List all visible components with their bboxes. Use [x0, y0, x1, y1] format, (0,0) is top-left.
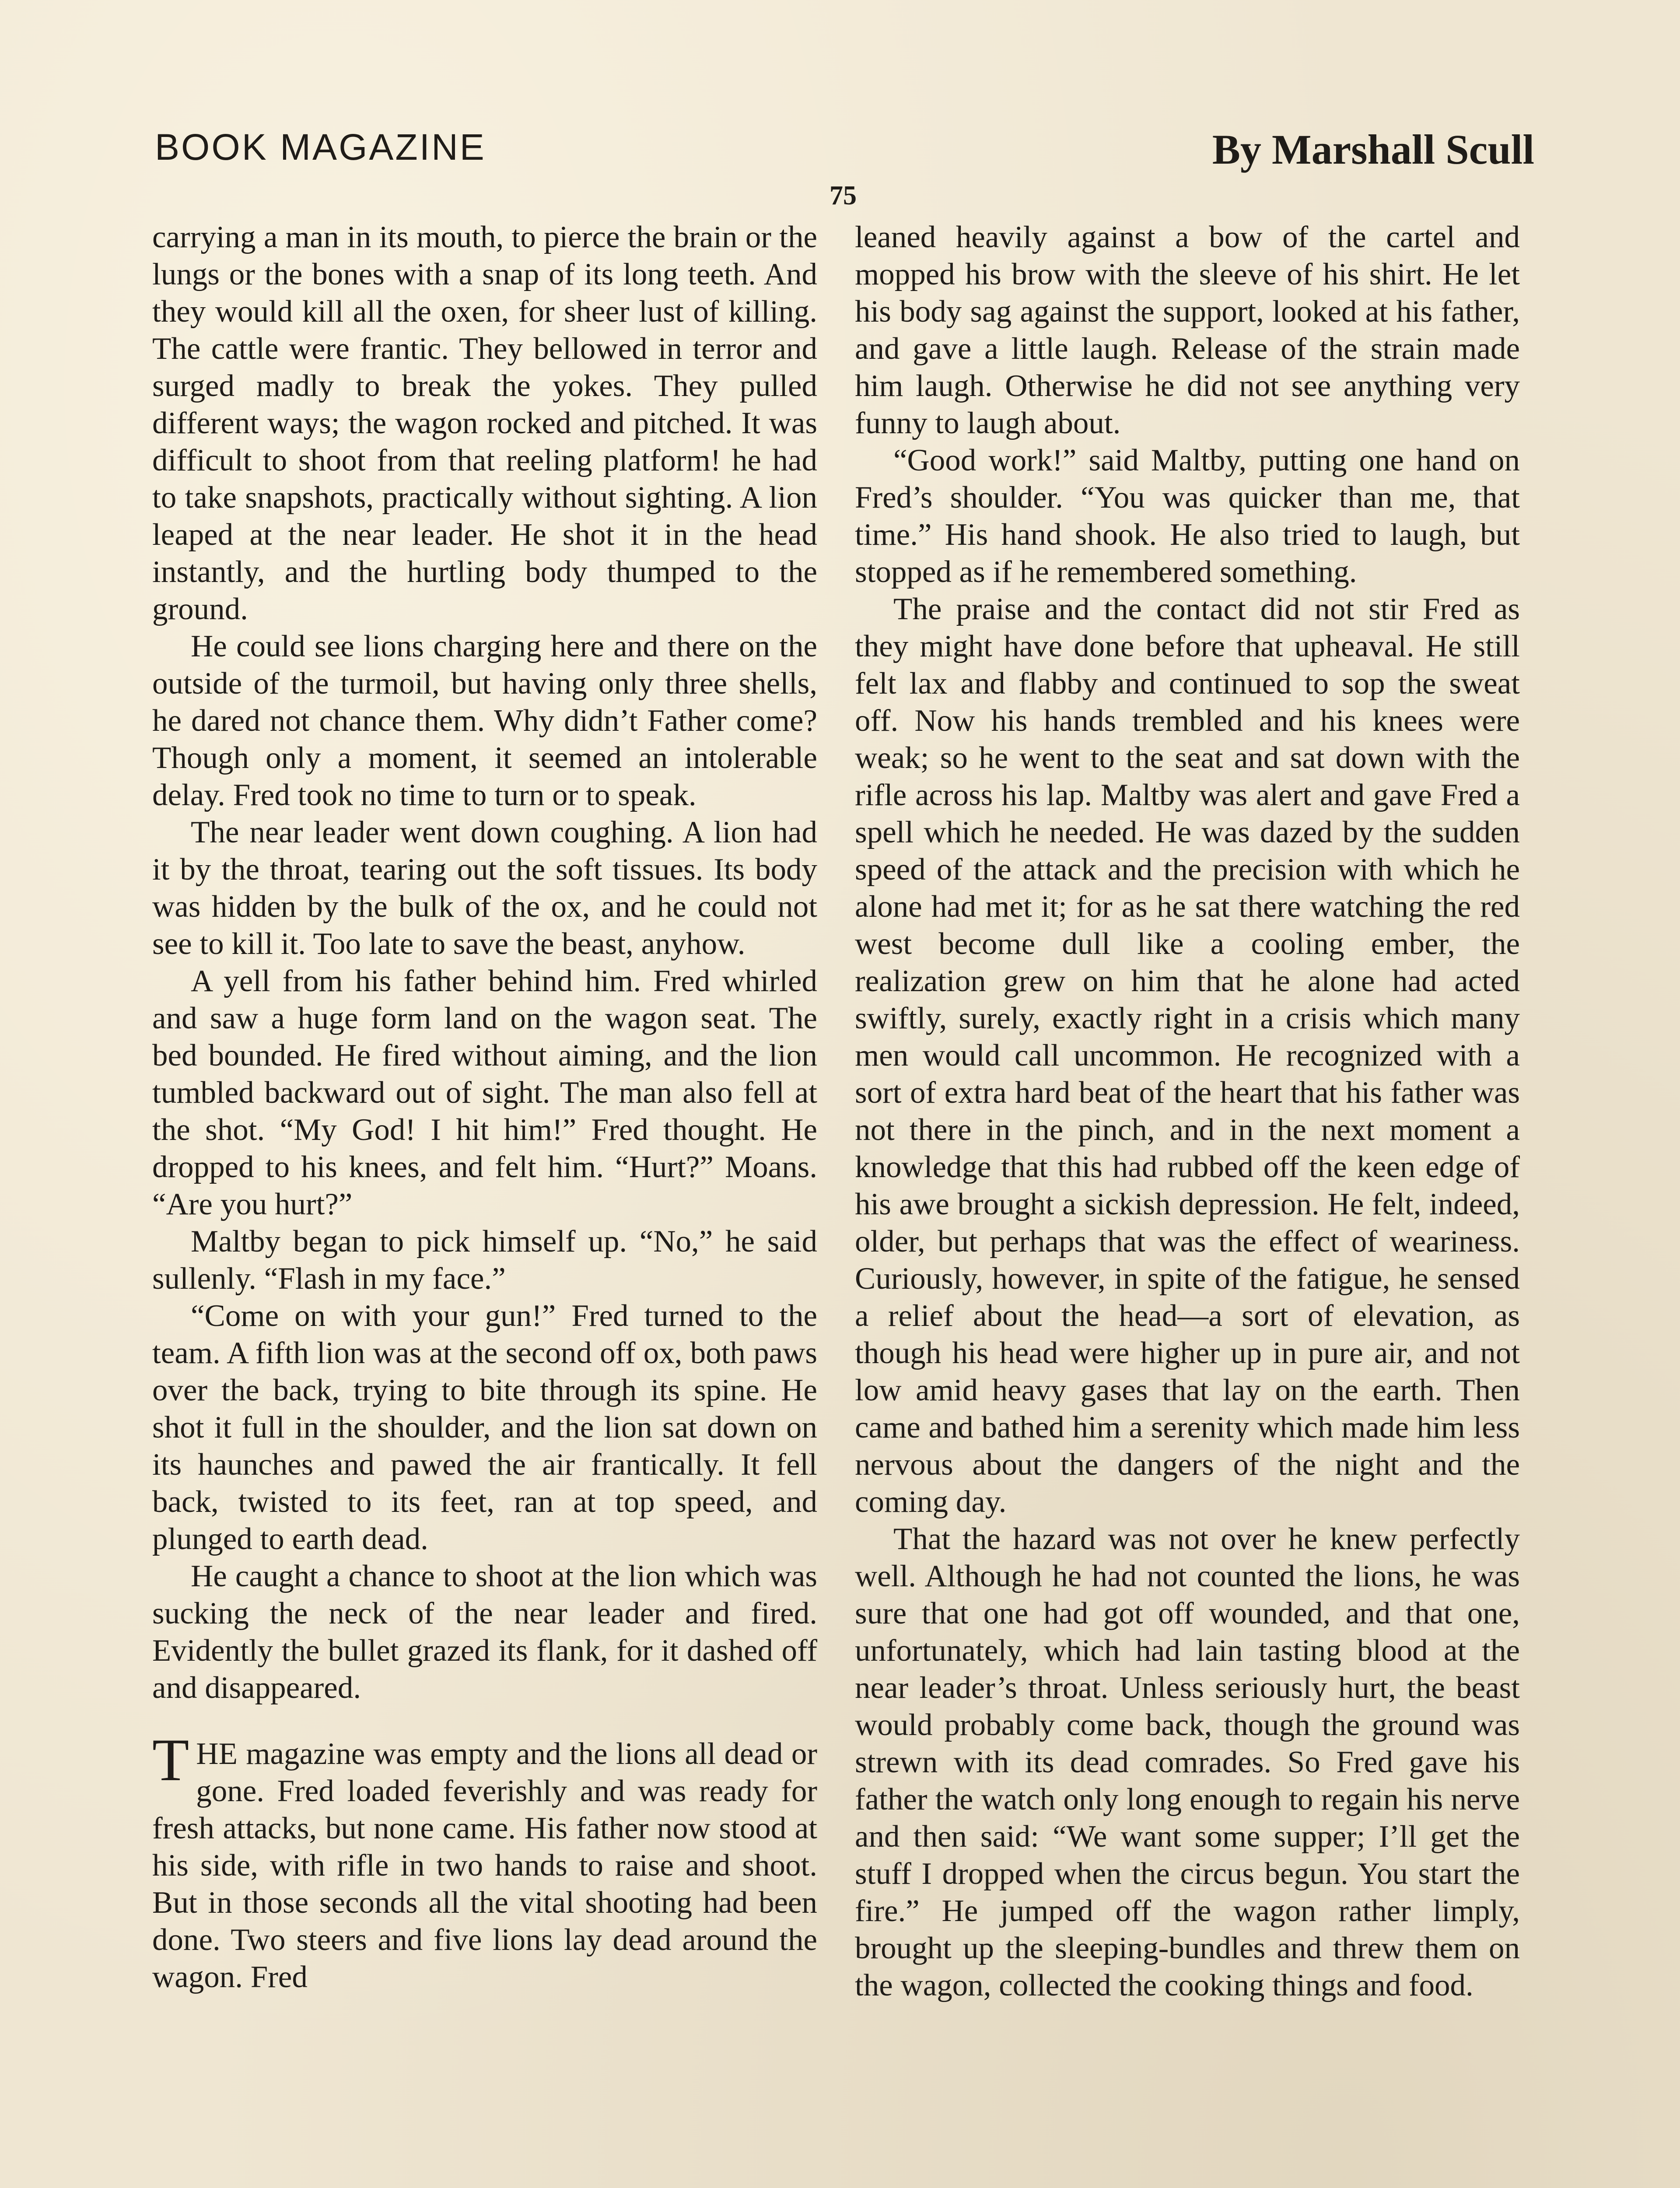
drop-cap: T — [152, 1726, 189, 1793]
paragraph: The praise and the contact did not stir Fred as they might have done before that upheaval. He still felt lax and flabby and continued to sop the sweat off. Now his hands trembled and his knees were weak; so he went to the seat and sat down with the rifle across his lap. Maltby was alert and gave Fred a spell which he needed. He was dazed by the sudden speed of the attack and the precision with which he alone had met it; for as he sat there watching the red west become dull like a cooling ember, the realization grew on him that he alone had acted swiftly, surely, exactly right in a crisis which many men would call uncommon. He recognized with a sort of extra hard beat of the heart that his father was not there in the pinch, and in the next moment a knowledge that this had rubbed off the keen edge of his awe brought a sickish depression. He felt, indeed, older, but perhaps that was the effect of weariness. Curiously, however, in spite of the fatigue, he sensed a relief about the head—a sort of elevation, as though his head were higher up in pure air, and not low amid heavy gases that lay on the earth. Then came and bathed him a serenity which made him less nervous about the dangers of the night and the coming day. — [855, 592, 1520, 1519]
paragraph: “Good work!” said Maltby, putting one hand on Fred’s shoulder. “You was quicker than me, that time.” His hand shook. He also tried to laugh, but stopped as if he remembered something. — [855, 443, 1520, 589]
paragraph: That the hazard was not over he knew perfectly well. Although he had not counted the lions, he was sure that one had got off wounded, and that one, unfortunately, which had lain tasting blood at the near leader’s throat. Unless seriously hurt, the beast would probably come back, though the ground was strewn with its dead comrades. So Fred gave his father the watch only long enough to regain his nerve and then said: “We want some supper; I’ll get the stuff I dropped when the circus begun. You start the fire.” He jumped off the wagon rather limply, brought up the sleeping-bundles and threw them on the wagon, collected the cooking things and food. — [855, 1522, 1520, 2002]
page-number: 75 — [830, 181, 857, 210]
left-column — [152, 219, 817, 1996]
paragraph: A yell from his father behind him. Fred whirled and saw a huge form land on the wagon seat. The bed bounded. He fired without aiming, and the lion tumbled backward out of sight. The man also fell at the shot. “My God! I hit him!” Fred thought. He dropped to his knees, and felt him. “Hurt?” Moans. “Are you hurt?” — [152, 964, 817, 1221]
section-opening-paragraph — [152, 1726, 817, 1996]
running-header-author: By Marshall Scull — [1212, 126, 1534, 173]
paragraph: He caught a chance to shoot at the lion which was sucking the neck of the near leader and fired. Evidently the bullet grazed its flank, for it dashed off and disappeared. — [152, 1559, 817, 1705]
paragraph: leaned heavily against a bow of the cartel and mopped his brow with the sleeve of his shirt. He let his body sag against the support, looked at his father, and gave a little laugh. Release of the strain made him laugh. Otherwise he did not see anything very funny to laugh about. — [855, 220, 1520, 440]
section-opening-text: HE magazine was empty and the lions all dead or gone. Fred loaded feverishly and was ready for fresh attacks, but none came. His father now stood at his side, with rifle in two hands to raise and shoot. But in those seconds all the vital shooting had been done. Two steers and five lions lay dead around the wagon. Fred — [152, 1737, 817, 1994]
paragraph: “Come on with your gun!” Fred turned to the team. A fifth lion was at the second off ox, both paws over the back, trying to bite through its spine. He shot it full in the shoulder, and the lion sat down on its haunches and pawed the air frantically. It fell back, twisted to its feet, ran at top speed, and plunged to earth dead. — [152, 1299, 817, 1556]
paragraph: He could see lions charging here and there on the outside of the turmoil, but having only three shells, he dared not chance them. Why didn’t Father come? Though only a moment, it seemed an intolerable delay. Fred took no time to turn or to speak. — [152, 629, 817, 812]
paragraph: carrying a man in its mouth, to pierce the brain or the lungs or the bones with a snap of its long teeth. And they would kill all the oxen, for sheer lust of killing. The cattle were frantic. They bellowed in terror and surged madly to break the yokes. They pulled different ways; the wagon rocked and pitched. It was difficult to shoot from that reeling platform! he had to take snapshots, practically without sighting. A lion leaped at the near leader. He shot it in the head instantly, and the hurtling body thumped to the ground. — [152, 220, 817, 626]
paragraph: The near leader went down coughing. A lion had it by the throat, tearing out the soft tissues. Its body was hidden by the bulk of the ox, and he could not see to kill it. Too late to save the beast, anyhow. — [152, 815, 817, 961]
running-header-magazine-title: BOOK MAGAZINE — [155, 126, 486, 168]
right-column — [855, 219, 1520, 2004]
paragraph: Maltby began to pick himself up. “No,” he said sullenly. “Flash in my face.” — [152, 1224, 817, 1296]
